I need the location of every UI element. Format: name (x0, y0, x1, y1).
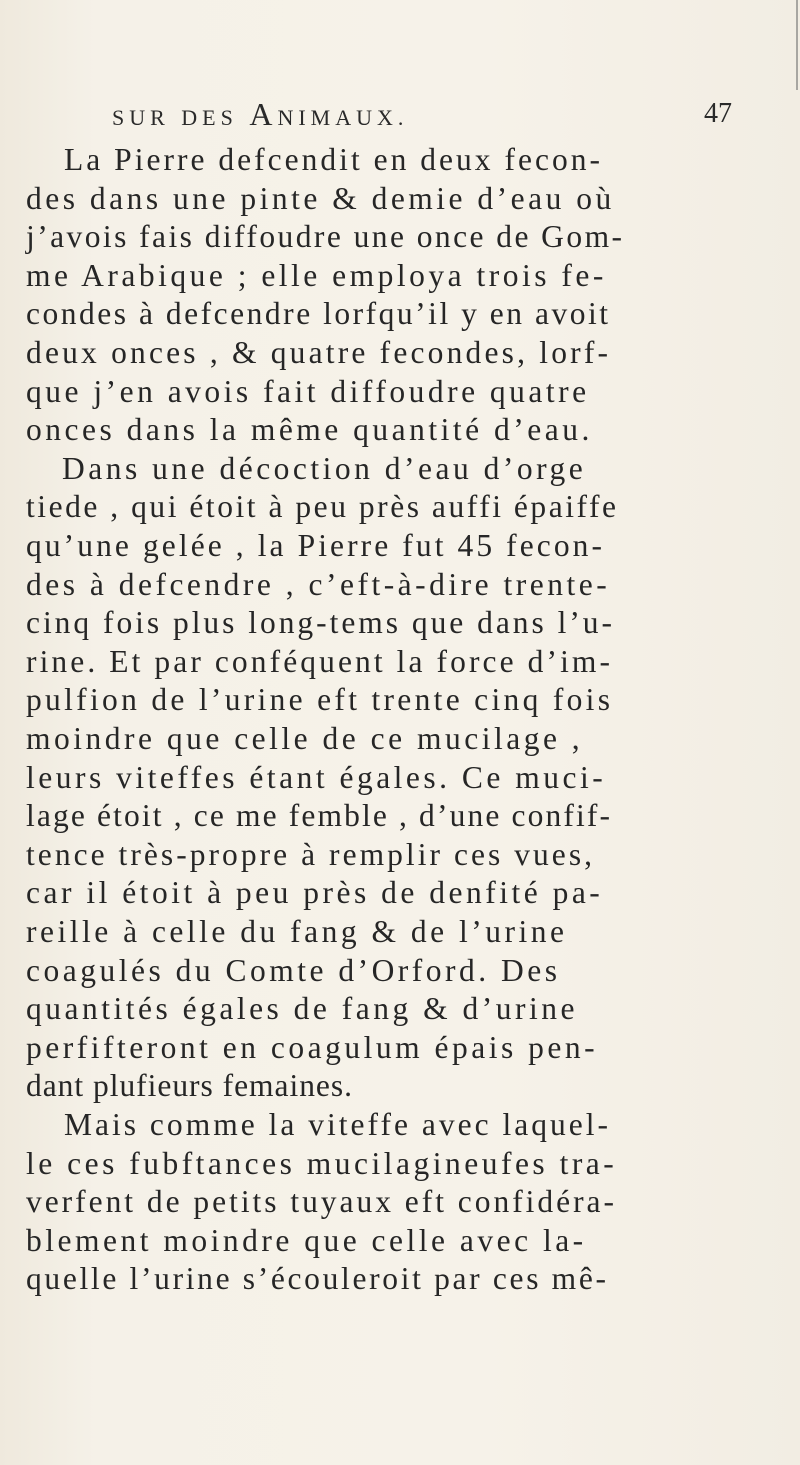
text-line: car il étoit à peu près de denfité pa- (26, 875, 604, 911)
text-line: des dans une pinte & demie d’eau où (26, 180, 615, 216)
running-title (112, 96, 408, 133)
text-line: condes à defcendre lorfqu’il y en avoit (26, 296, 611, 332)
running-title-word: SUR (112, 105, 170, 130)
running-title-word: NIMAUX. (277, 105, 409, 130)
text-line: j’avois fais diffoudre une once de Gom- (26, 219, 625, 255)
text-line: pulfion de l’urine eft trente cinq fois (26, 682, 614, 718)
text-line: perfifteront en coagulum épais pen- (26, 1029, 599, 1065)
page-number: 47 (704, 98, 732, 129)
text-line: cinq fois plus long-tems que dans l’u- (26, 605, 615, 641)
text-line: le ces fubftances mucilagineufes tra- (26, 1145, 618, 1181)
text-line: moindre que celle de ce mucilage , (26, 721, 584, 756)
text-line: verfent de petits tuyaux eft confidéra- (26, 1184, 617, 1220)
text-line: leurs viteffes étant égales. Ce muci- (26, 759, 607, 795)
text-line: tence très-propre à remplir ces vues, (26, 836, 596, 872)
text-line: blement moindre que celle avec la- (26, 1222, 587, 1258)
text-line: Dans une décoction d’eau d’orge (62, 450, 587, 486)
text-line: La Pierre defcendit en deux fecon- (64, 142, 604, 177)
text-line: quelle l’urine s’écouleroit par ces mê- (26, 1261, 609, 1297)
text-line: qu’une gelée , la Pierre fut 45 fecon- (26, 528, 606, 563)
text-line: quantités égales de fang & d’urine (26, 991, 578, 1027)
text-line: me Arabique ; elle employa trois fe- (26, 257, 607, 293)
text-line: tiede , qui étoit à peu près auffi épaiffe (26, 489, 619, 525)
text-line: onces dans la même quantité d’eau. (26, 412, 593, 448)
text-line: coagulés du Comte d’Orford. Des (26, 952, 561, 988)
text-line: dant plufieurs femaines. (26, 1068, 353, 1104)
text-line: Mais comme la viteffe avec laquel- (64, 1107, 612, 1142)
text-line: des à defcendre , c’eft-à-dire trente- (26, 566, 611, 602)
page-edge-line (796, 0, 798, 90)
text-line: que j’en avois fait diffoudre quatre (26, 373, 590, 409)
text-line: reille à celle du fang & de l’urine (26, 914, 568, 949)
text-line: lage étoit , ce me femble , d’une confif- (26, 798, 613, 834)
page-header (112, 96, 732, 140)
running-title-word: DES (181, 105, 238, 130)
running-title-initial: A (249, 96, 278, 132)
text-line: deux onces , & quatre fecondes, lorf- (26, 335, 612, 370)
text-line: rine. Et par conféquent la force d’im- (26, 643, 614, 679)
